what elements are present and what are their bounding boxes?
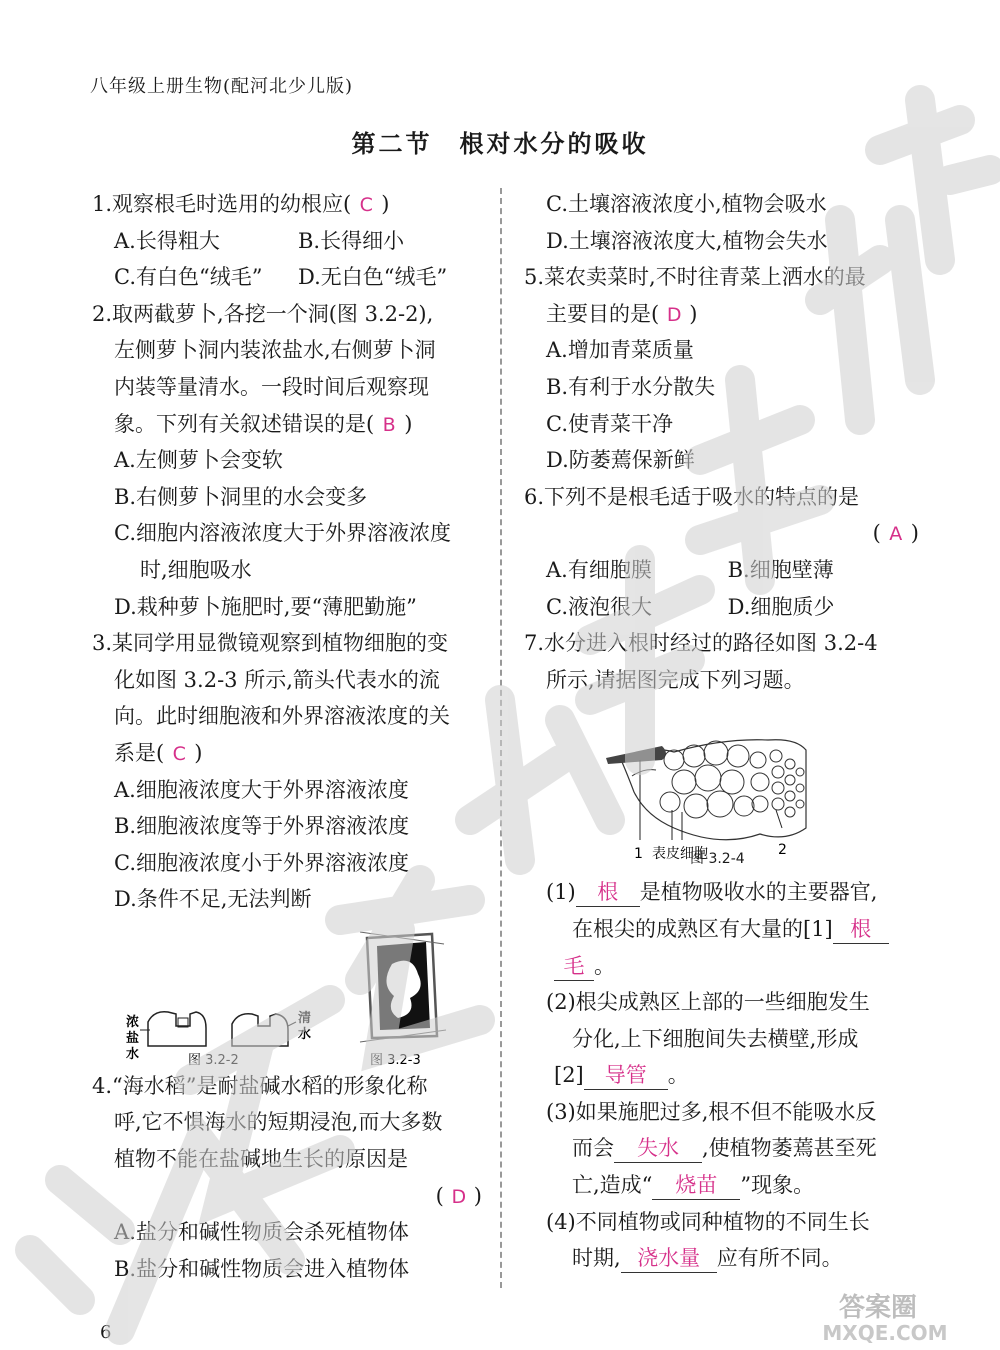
q7-part-3-text: 亡,造成“: [572, 1173, 653, 1198]
q3-option-b: B.细胞液浓度等于外界溶液浓度: [114, 814, 410, 839]
q7-answer-2b: 毛: [554, 952, 594, 981]
q5-close: ): [689, 301, 698, 326]
q4-open: (: [435, 1183, 444, 1208]
fig-label-1: 1: [634, 846, 643, 863]
question-5: [524, 259, 919, 479]
q4-line: 呼,它不惧海水的短期浸泡,而大多数: [114, 1110, 443, 1135]
question-1: [92, 186, 482, 296]
right-label-char: 水: [298, 1026, 312, 1042]
q7-answer-5: 烧苗: [652, 1171, 740, 1200]
q4-answer: D: [451, 1185, 467, 1208]
fig-label-epidermis: 表皮细胞: [652, 846, 708, 863]
q1-close: ): [381, 192, 390, 216]
q3-answer: C: [172, 742, 186, 765]
q2-line: 内装等量清水。一段时间后观察现: [114, 374, 429, 399]
q7-part-2-label: [2]: [554, 1063, 584, 1088]
q5-answer: D: [666, 303, 682, 326]
q2-close: ): [404, 411, 413, 436]
q4-line: 植物不能在盐碱地生长的原因是: [114, 1147, 408, 1172]
q3-option-a: A.细胞液浓度大于外界溶液浓度: [114, 777, 409, 802]
q5-line: 5.菜农卖菜时,不时往青菜上洒水的最: [524, 265, 866, 290]
q1-answer: C: [359, 194, 373, 216]
q6-close: ): [910, 521, 919, 546]
q6-open: (: [872, 521, 881, 546]
left-label-char: 水: [126, 1046, 140, 1062]
q7-part-1-text: 是植物吸收水的主要器官,: [639, 880, 878, 905]
q7-answer-2a: 根: [833, 915, 889, 944]
question-3: [92, 625, 482, 918]
q7-part-2-end: 。: [667, 1063, 689, 1088]
page-number: 6: [100, 1322, 112, 1343]
q3-option-c: C.细胞液浓度小于外界溶液浓度: [114, 850, 409, 875]
q7-part-3-text: (3)如果施肥过多,根不但不能吸水反: [546, 1099, 877, 1124]
q4-option-d: D.土壤溶液浓度大,植物会失水: [546, 228, 828, 253]
root-cross-section-figure: [524, 698, 919, 874]
q7-answer-1: 根: [576, 878, 640, 907]
book-header: 八年级上册生物(配河北少儿版): [90, 76, 354, 97]
section-title: 第二节 根对水分的吸收: [351, 129, 649, 158]
fig-label-2: 2: [778, 842, 787, 859]
q7-answer-6: 浇水量: [621, 1244, 717, 1273]
q7-part-2-text: (2)根尖成熟区上部的一些细胞发生: [546, 990, 870, 1015]
q7-part-4-text: 时期,: [572, 1246, 621, 1271]
q7-part-1-text: 在根尖的成熟区有大量的[1]: [572, 916, 833, 941]
q5-option-b: B.有利于水分散失: [546, 374, 716, 399]
q4-option-b: B.盐分和碱性物质会进入植物体: [114, 1256, 410, 1281]
q2-option-c: C.细胞内溶液浓度大于外界溶液浓度: [114, 521, 451, 546]
q5-option-c: C.使青菜干净: [546, 411, 673, 436]
fig-3-2-3-caption: 图 3.2-3: [370, 1052, 421, 1068]
q7-part-2-text: 分化,上下细胞间失去横壁,形成: [572, 1026, 859, 1051]
q7-part-3-text: ,使植物萎蔫甚至死: [702, 1136, 877, 1161]
question-6: [524, 479, 919, 625]
q7-part-1-end: 。: [594, 953, 615, 978]
right-label-char: 清: [298, 1010, 312, 1026]
q2-option-c-cont: 时,细胞吸水: [140, 557, 252, 582]
q2-option-b: B.右侧萝卜洞里的水会变多: [114, 484, 368, 509]
q3-close: ): [194, 740, 203, 765]
left-label-char: 浓: [126, 1014, 140, 1030]
q4-option-a: A.盐分和碱性物质会杀死植物体: [114, 1220, 409, 1245]
radish-and-cell-figure: [92, 918, 482, 1068]
q6-option-b: B.细胞壁薄: [727, 557, 834, 582]
q3-option-d: D.条件不足,无法判断: [114, 887, 312, 912]
q5-option-d: D.防萎蔫保新鲜: [546, 448, 695, 473]
q2-line: 象。下列有关叙述错误的是(: [114, 411, 375, 436]
plasmolysis-cell-diagram: [360, 932, 446, 1068]
radish-diagram: [126, 1010, 311, 1068]
fig-3-2-2-caption: 图 3.2-2: [188, 1052, 239, 1068]
q3-line: 化如图 3.2-3 所示,箭头代表水的流: [114, 667, 440, 692]
q2-option-d: D.栽种萝卜施肥时,要“薄肥勤施”: [114, 594, 417, 619]
q2-option-a: A.左侧萝卜会变软: [114, 448, 283, 473]
q7-part-3-text: 而会: [572, 1136, 614, 1161]
question-4: [92, 1068, 482, 1288]
logo-url: MXQE.COM: [822, 1321, 948, 1344]
q1-stem: 1.观察根毛时选用的幼根应(: [92, 192, 352, 216]
question-2: [92, 296, 482, 625]
q6-answer: A: [889, 523, 903, 546]
q6-option-d: D.细胞质少: [727, 594, 835, 619]
q6-line: 6.下列不是根毛适于吸水的特点的是: [524, 484, 860, 509]
q7-line: 所示,请据图完成下列习题。: [546, 667, 805, 692]
q5-option-a: A.增加青菜质量: [546, 338, 694, 363]
q6-option-a: A.有细胞膜: [546, 557, 652, 582]
logo-text: 答案圈: [838, 1293, 918, 1323]
q2-line: 左侧萝卜洞内装浓盐水,右侧萝卜洞: [114, 338, 436, 363]
q7-part-1-label: (1): [546, 880, 576, 905]
left-column: [92, 186, 482, 1287]
q7-part-4-text: 应有所不同。: [716, 1246, 843, 1271]
q2-line: 2.取两截萝卜,各挖一个洞(图 3.2-2),: [92, 301, 434, 326]
right-column: [524, 186, 919, 1277]
q7-line: 7.水分进入根时经过的路径如图 3.2-4: [524, 631, 878, 656]
figures-3-2-2-and-3-2-3: [92, 918, 482, 1068]
left-label-char: 盐: [126, 1030, 140, 1046]
q3-line: 3.某同学用显微镜观察到植物细胞的变: [92, 631, 449, 656]
q7-answer-4: 失水: [614, 1134, 702, 1163]
q1-option-a: A.长得粗大: [114, 228, 220, 253]
fig-3-2-4-caption: 图 3.2-4: [690, 851, 745, 868]
q1-option-b: B.长得细小: [298, 228, 405, 253]
question-7: [524, 625, 919, 1277]
q1-option-c: C.有白色“绒毛”: [114, 265, 263, 290]
q4-line: 4.“海水稻”是耐盐碱水稻的形象化称: [92, 1073, 428, 1098]
q6-option-c: C.液泡很大: [546, 594, 652, 619]
q3-line: 系是(: [114, 740, 165, 765]
column-divider: [500, 188, 502, 1288]
q3-line: 向。此时细胞液和外界溶液浓度的关: [114, 704, 450, 729]
site-logo: [790, 1290, 980, 1344]
q7-part-3-text: ”现象。: [740, 1173, 815, 1198]
q2-answer: B: [382, 413, 396, 436]
q5-line: 主要目的是(: [546, 301, 660, 326]
q4-close: ): [473, 1183, 482, 1208]
q7-part-4-text: (4)不同植物或同种植物的不同生长: [546, 1209, 870, 1234]
q1-option-d: D.无白色“绒毛”: [298, 265, 448, 290]
q4-option-c: C.土壤溶液浓度小,植物会吸水: [546, 192, 827, 216]
q7-answer-3: 导管: [584, 1061, 668, 1090]
